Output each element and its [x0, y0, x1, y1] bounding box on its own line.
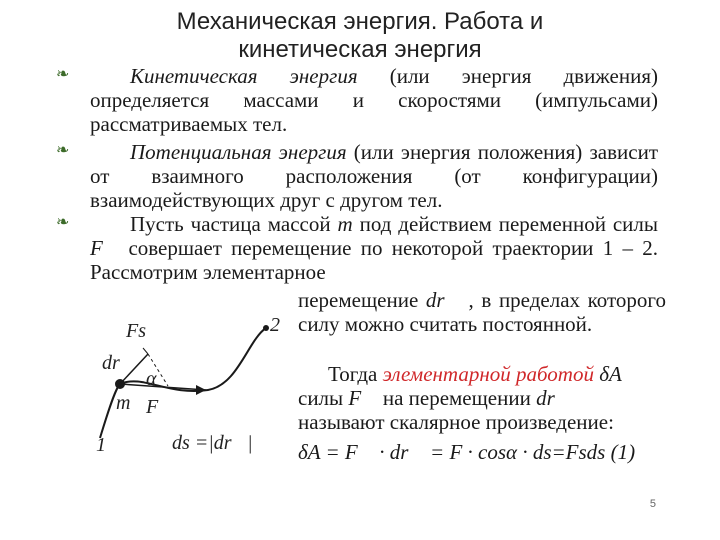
- label-m: m: [116, 392, 131, 414]
- fleuron-bullet-icon: ❧: [56, 212, 70, 231]
- paragraph-kinetic: [90, 64, 658, 136]
- trajectory-figure: [88, 310, 298, 460]
- point-2: [263, 325, 269, 331]
- force-arrowhead: [196, 385, 206, 395]
- paragraph-potential: [90, 140, 658, 212]
- mass-symbol: m: [337, 212, 353, 236]
- force-symbol: F⃗: [90, 236, 120, 260]
- page-number: 5: [649, 498, 656, 510]
- label-fs: Fs: [126, 320, 146, 342]
- label-ds: ds =|dr⃗|: [172, 432, 253, 454]
- term-potential: Потенциальная энергия: [130, 140, 347, 164]
- paragraph-particle: [90, 212, 658, 284]
- label-alpha: α: [146, 368, 157, 390]
- slide-title: [100, 8, 620, 64]
- work-text-b: силы: [298, 386, 349, 410]
- displacement-text-b: , в пределах которого силу можно считать постоянной.: [298, 288, 667, 336]
- label-point-1: 1: [96, 434, 106, 456]
- displacement-text-a: перемещение: [298, 288, 426, 312]
- paragraph-potential-text: (или энергия положения) зависит от взаимного расположения (от конфигурации) взаимодействующих друг с другом тел.: [90, 140, 658, 212]
- force-symbol-right: F⃗: [348, 386, 378, 410]
- particle-text-a: Пусть частица массой: [130, 212, 338, 236]
- delta-a-symbol: δA: [593, 362, 622, 386]
- fleuron-bullet-icon: ❧: [56, 64, 70, 83]
- fleuron-bullet-icon: ❧: [56, 140, 70, 159]
- label-dr: dr⃗: [102, 352, 136, 374]
- label-point-2: 2: [270, 314, 280, 336]
- dr-symbol: dr⃗: [425, 288, 461, 312]
- paragraph-displacement: [298, 288, 666, 336]
- title-line-2: кинетическая энергия: [238, 36, 482, 63]
- force-vector: [120, 384, 206, 390]
- trajectory-curve: [100, 328, 266, 438]
- title-line-1: Механическая энергия. Работа и: [176, 8, 544, 35]
- work-text-d: называют скалярное произведение:: [298, 410, 614, 434]
- fs-tick: [143, 348, 148, 354]
- particle-text-b: под действием переменной силы: [352, 212, 658, 236]
- work-formula: δA = F⃗ · dr⃗ = F · cosα · ds=Fsds (1): [298, 440, 636, 464]
- particle-text-c: совершает перемещение по некоторой траектории 1 – 2. Рассмотрим элементарное: [90, 236, 658, 284]
- work-text-c: на перемещении: [377, 386, 537, 410]
- work-text-a: Тогда: [328, 362, 383, 386]
- elementary-work-term: элементарной работой: [382, 362, 594, 386]
- dr-symbol-right: dr⃗: [536, 386, 572, 410]
- term-kinetic: Кинетическая энергия: [130, 64, 358, 88]
- paragraph-work-definition: [298, 362, 666, 434]
- label-f: F⃗: [146, 396, 174, 418]
- paragraph-kinetic-text: (или энергия движения) определяется массами и скоростями (импульсами) рассматриваемых тел.: [90, 64, 658, 136]
